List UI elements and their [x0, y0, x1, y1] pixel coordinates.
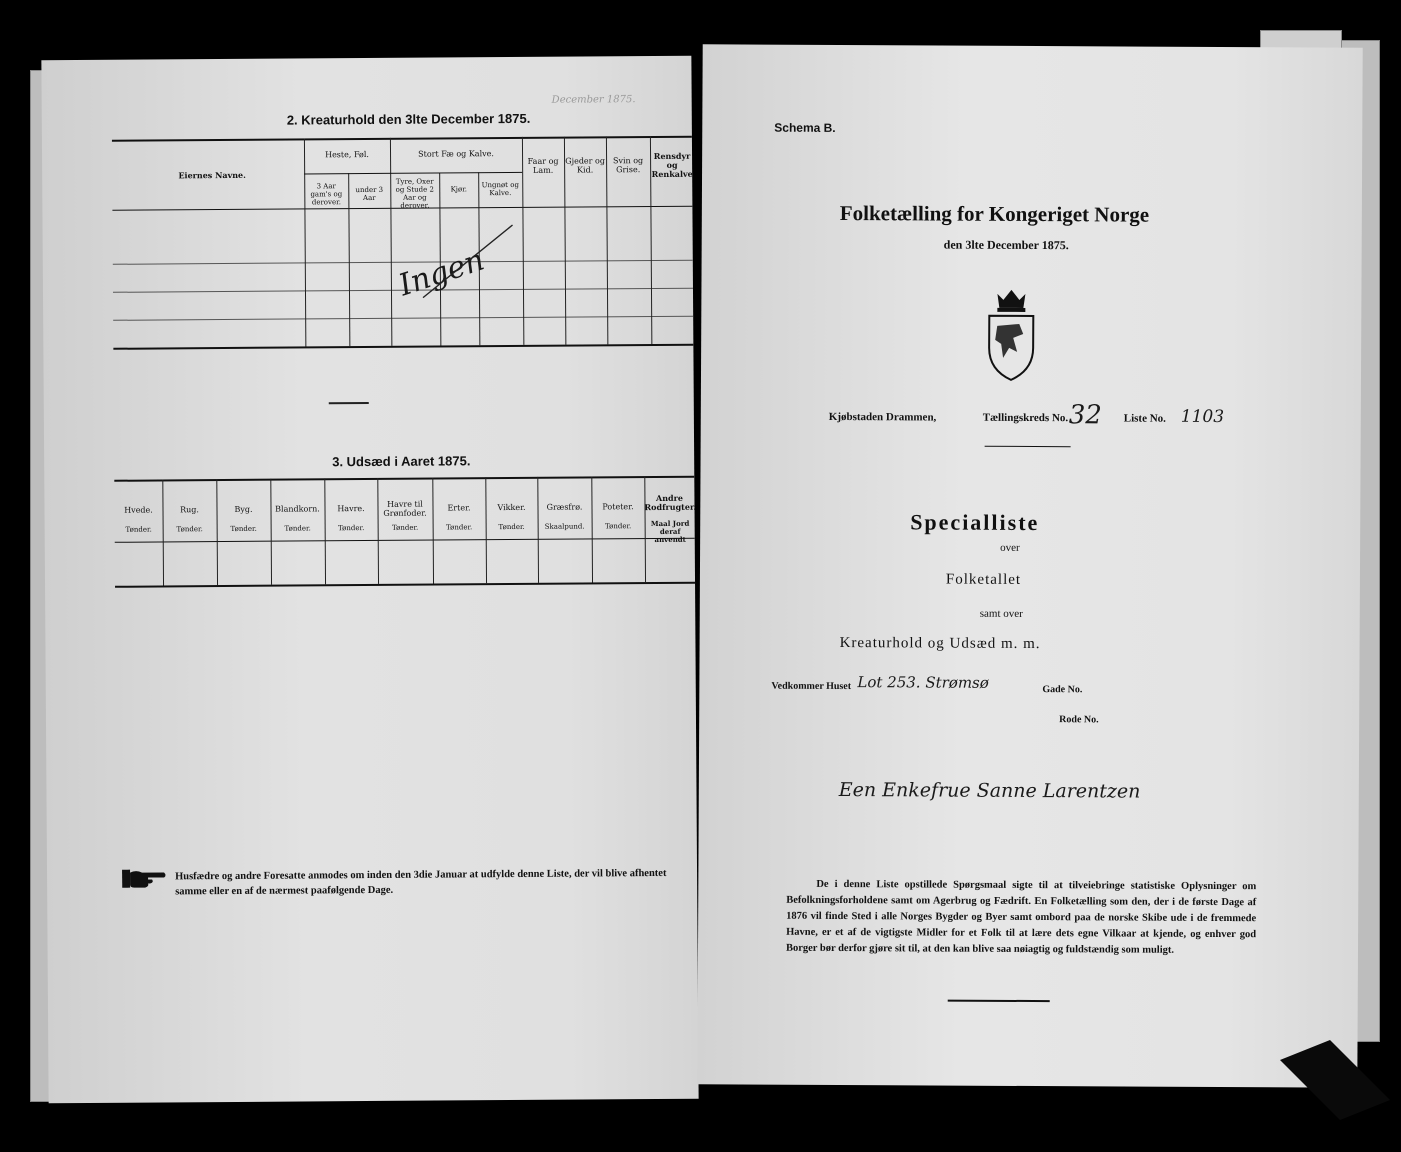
- seed-unit: Tønder.: [125, 525, 152, 534]
- kreaturhold-label: Kreaturhold og Udsæd m. m.: [839, 635, 1041, 653]
- right-page: [697, 44, 1362, 1087]
- sub-header: Ungnøt og Kalve.: [481, 180, 519, 198]
- seed-unit: Tønder.: [230, 524, 257, 533]
- over-label: over: [1000, 541, 1020, 554]
- left-page: [41, 56, 698, 1104]
- table2-group-rule: [304, 172, 522, 175]
- binding-clip: [1270, 1040, 1390, 1120]
- seed-header: Havre til Grønfoder.: [383, 499, 427, 518]
- seed-header: Vikker.: [497, 502, 526, 513]
- table2-bottom-rule: [113, 344, 693, 350]
- norway-coat-of-arms-icon: [983, 286, 1040, 382]
- table3-top-rule: [114, 476, 694, 482]
- house-handwritten: Lot 253. Strømsø: [857, 673, 989, 692]
- samt-over-label: samt over: [979, 607, 1023, 620]
- sub-header: under 3 Aar: [355, 185, 384, 203]
- liste-label: Liste No.: [1123, 412, 1166, 425]
- seed-header: Andre Rodfrugter.: [644, 492, 697, 513]
- seed-unit: Tønder.: [445, 523, 473, 532]
- kjobstad-label: Kjøbstaden Drammen,: [828, 410, 937, 424]
- group-header-heste: Heste, Føl.: [325, 149, 370, 160]
- table3-bottom-rule: [115, 582, 695, 588]
- table2-col-line: [304, 138, 306, 346]
- schema-label: Schema B.: [774, 120, 836, 135]
- gade-label: Gade No.: [1042, 684, 1083, 696]
- census-date: den 3lte December 1875.: [943, 237, 1069, 253]
- seed-unit: Tønder.: [284, 524, 311, 533]
- bleed-through-text: December 1875.: [551, 94, 636, 106]
- vedkommer-label: Vedkommer Huset: [771, 680, 852, 693]
- closing-rule: [948, 1000, 1050, 1003]
- seed-header: Havre.: [337, 504, 365, 514]
- owners-header: Eiernes Navne.: [178, 169, 246, 181]
- seed-unit: Tønder.: [337, 524, 365, 533]
- rode-label: Rode No.: [1059, 714, 1099, 726]
- seed-unit: Skaalpund.: [544, 522, 585, 531]
- explanation-paragraph: De i denne Liste opstillede Spørgsmaal sigte til at tilveiebringe statistiske Oplysninger om Befolkningsforholdene samt om Agerbrug og Fædrift. En Folketælling som den, der i de første Dage af 1876 vil finde Sted i alle Norges Bygder og Byer samt ombord paa de norske Skibe ude i de fremmede Havne, er et af de vigtigste Midler for et Folk til at lære dets egne Vilkaar at kjende, og enhver god Borger bør derfor gjøre sit til, at den kan blive saa nøiagtig og fuldstændig som muligt.: [785, 878, 1257, 956]
- pointing-hand-icon: [122, 867, 167, 889]
- seed-header: Rug.: [180, 505, 199, 515]
- kreds-label: Tællingskreds No.: [982, 411, 1069, 425]
- seed-header: Hvede.: [124, 505, 153, 515]
- seed-header: Erter.: [447, 503, 471, 513]
- dash-mark: [329, 402, 369, 404]
- handwritten-stroke: [402, 217, 523, 308]
- seed-header: Poteter.: [602, 502, 634, 512]
- section3-title: 3. Udsæd i Aaret 1875.: [332, 453, 471, 470]
- seed-unit: Tønder.: [604, 522, 632, 531]
- seed-header: Blandkorn.: [275, 504, 320, 514]
- kreds-number-handwritten: 32: [1068, 400, 1102, 431]
- liste-number-handwritten: 1103: [1180, 406, 1225, 428]
- table2-col-line: [390, 138, 392, 346]
- section2-title: 2. Kreaturhold den 3lte December 1875.: [286, 110, 531, 128]
- other-header: Rensdyr og Renkalve: [651, 150, 693, 180]
- resident-handwritten: Een Enkefrue Sanne Larentzen: [838, 779, 1141, 803]
- seed-unit: Tønder.: [498, 522, 525, 532]
- notice-text: Husfædre og andre Foresatte anmodes om inden den 3die Januar at udfylde denne Liste, der vil blive afhentet samme eller en af de nærmest paafølgende Dage.: [175, 867, 667, 898]
- other-header: Faar og Lam.: [527, 156, 559, 175]
- divider: [985, 446, 1071, 447]
- folketallet-label: Folketallet: [945, 571, 1022, 588]
- table3-header-rule: [115, 538, 695, 543]
- handwritten-ingen: Ingen: [394, 242, 489, 304]
- seed-unit: Maal Jord deraf anvendt: [650, 518, 690, 545]
- sub-header: Tyre, Oxer og Stude 2 Aar og derover.: [395, 177, 434, 210]
- census-title: Folketælling for Kongeriget Norge: [839, 200, 1150, 227]
- other-header: Svin og Grise.: [612, 156, 644, 175]
- other-header: Gjeder og Kid.: [565, 156, 605, 175]
- seed-header: Græsfrø.: [546, 502, 583, 512]
- group-header-stort-fae: Stort Fæ og Kalve.: [418, 149, 494, 159]
- specialliste-title: Specialliste: [910, 509, 1040, 536]
- sub-header: 3 Aar gam's og derover.: [310, 182, 343, 207]
- seed-header: Byg.: [234, 504, 253, 514]
- seed-unit: Tønder.: [176, 525, 203, 534]
- seed-unit: Tønder.: [391, 523, 419, 532]
- sub-header: Kjør.: [450, 185, 468, 194]
